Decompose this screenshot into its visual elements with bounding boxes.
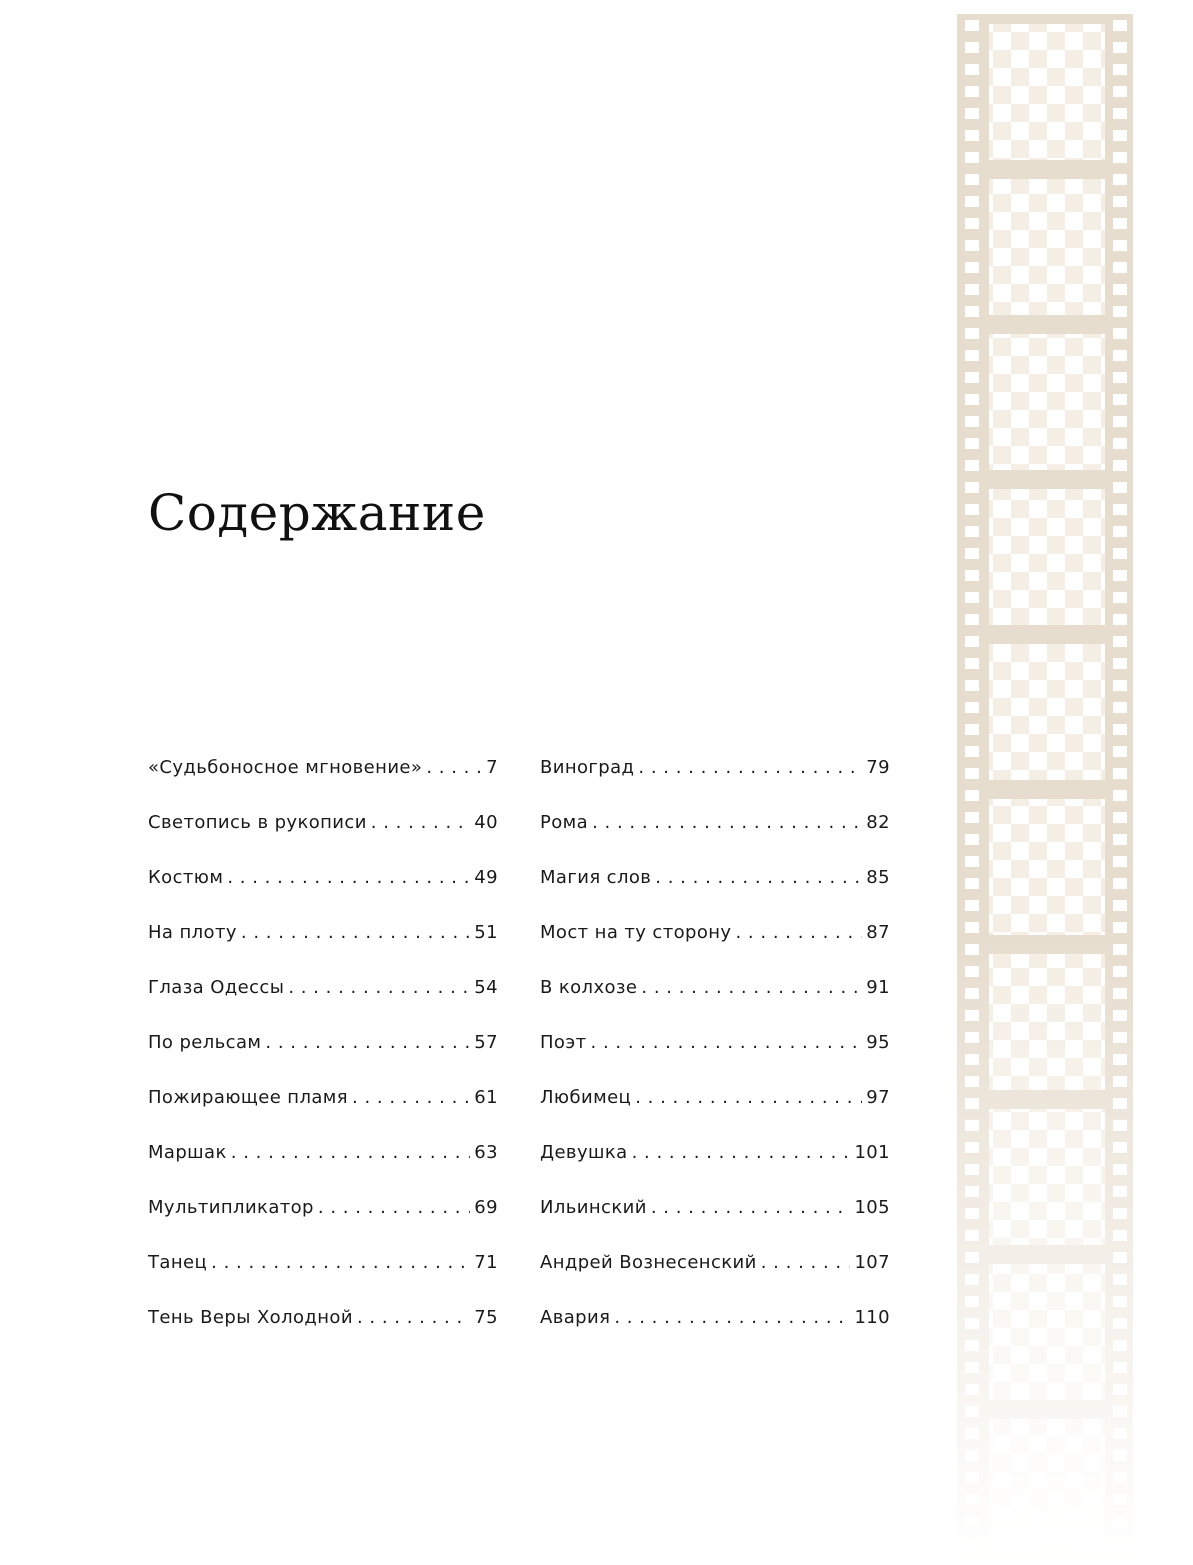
- toc-entry-page: 91: [866, 977, 890, 998]
- toc-entry[interactable]: [540, 915, 890, 970]
- film-sprocket-hole: [965, 746, 979, 757]
- film-sprocket-hole: [1113, 1406, 1127, 1417]
- film-sprocket-hole: [1113, 416, 1127, 427]
- toc-entry-title: Ильинский: [540, 1197, 647, 1218]
- film-sprocket-hole: [965, 1494, 979, 1505]
- film-sprocket-hole: [1113, 328, 1127, 339]
- film-sprocket-hole: [965, 504, 979, 515]
- film-sprocket-hole: [965, 592, 979, 603]
- toc-entry-title: Светопись в рукописи: [148, 812, 367, 833]
- toc-entry-title: Девушка: [540, 1142, 628, 1163]
- film-sprocket-hole: [1113, 1318, 1127, 1329]
- film-sprocket-hole: [1113, 1450, 1127, 1461]
- toc-entry[interactable]: [148, 805, 498, 860]
- film-sprocket-hole: [965, 196, 979, 207]
- film-sprocket-hole: [965, 790, 979, 801]
- film-sprocket-hole: [1113, 526, 1127, 537]
- film-sprocket-hole: [1113, 1120, 1127, 1131]
- film-sprocket-hole: [1113, 1252, 1127, 1263]
- toc-dot-leader: [641, 970, 862, 1006]
- film-sprocket-hole: [1113, 460, 1127, 471]
- toc-entry[interactable]: [148, 1135, 498, 1190]
- film-sprocket-hole: [965, 1406, 979, 1417]
- toc-dot-leader: [614, 1300, 850, 1336]
- film-sprocket-hole: [965, 548, 979, 559]
- film-sprocket-hole: [1113, 1340, 1127, 1351]
- film-sprocket-hole: [1113, 1384, 1127, 1395]
- film-frame-pattern: [989, 1109, 1105, 1245]
- film-sprocket-hole: [1113, 42, 1127, 53]
- film-sprocket-hole: [965, 86, 979, 97]
- film-sprocket-hole: [1113, 570, 1127, 581]
- toc-entry-page: 85: [866, 867, 890, 888]
- film-sprocket-hole: [965, 394, 979, 405]
- toc-entry-page: 40: [474, 812, 498, 833]
- film-sprocket-hole: [1113, 1516, 1127, 1527]
- film-sprocket-hole: [1113, 1164, 1127, 1175]
- film-sprocket-hole: [965, 570, 979, 581]
- film-frame-pattern: [989, 1264, 1105, 1400]
- toc-entry[interactable]: [540, 1300, 890, 1355]
- film-frame-pattern: [989, 24, 1105, 160]
- film-sprocket-hole: [965, 350, 979, 361]
- toc-entry[interactable]: [148, 860, 498, 915]
- film-sprocket-hole: [1113, 1010, 1127, 1021]
- film-sprocket-hole: [965, 372, 979, 383]
- film-sprocket-hole: [1113, 504, 1127, 515]
- film-sprocket-hole: [965, 460, 979, 471]
- film-sprocket-hole: [965, 1098, 979, 1109]
- film-sprocket-hole: [965, 416, 979, 427]
- film-sprocket-hole: [1113, 1208, 1127, 1219]
- film-sprocket-hole: [1113, 1538, 1127, 1549]
- film-sprocket-hole: [965, 702, 979, 713]
- toc-entry[interactable]: [148, 1080, 498, 1135]
- toc-entry-page: 71: [474, 1252, 498, 1273]
- film-sprocket-hole: [1113, 724, 1127, 735]
- toc-entry-title: Поэт: [540, 1032, 587, 1053]
- film-sprocket-hole: [965, 130, 979, 141]
- film-sprocket-hole: [965, 1142, 979, 1153]
- toc-column-right: [540, 750, 890, 1355]
- film-frame-pattern: [989, 954, 1105, 1090]
- film-sprocket-hole: [1113, 240, 1127, 251]
- toc-entry-title: Виноград: [540, 757, 635, 778]
- toc-column-left: [148, 750, 498, 1355]
- toc-entry-title: Рома: [540, 812, 589, 833]
- toc-entry[interactable]: [148, 1190, 498, 1245]
- film-sprocket-hole: [965, 1516, 979, 1527]
- film-sprocket-hole: [1113, 284, 1127, 295]
- film-sprocket-hole: [965, 1164, 979, 1175]
- film-sprocket-hole: [1113, 658, 1127, 669]
- toc-entry-page: 87: [866, 922, 890, 943]
- film-sprocket-hole: [965, 240, 979, 251]
- film-sprocket-hole: [1113, 812, 1127, 823]
- film-sprocket-hole: [1113, 900, 1127, 911]
- film-sprocket-hole: [965, 1472, 979, 1483]
- film-sprocket-hole: [965, 328, 979, 339]
- toc-entry[interactable]: [540, 805, 890, 860]
- toc-entry-title: Глаза Одессы: [148, 977, 285, 998]
- toc-dot-leader: [265, 1025, 470, 1061]
- film-sprocket-hole: [1113, 548, 1127, 559]
- film-sprocket-hole: [1113, 218, 1127, 229]
- film-sprocket-hole: [965, 152, 979, 163]
- film-sprocket-hole: [1113, 1098, 1127, 1109]
- film-sprocket-hole: [1113, 614, 1127, 625]
- film-sprocket-hole: [965, 636, 979, 647]
- film-sprocket-hole: [1113, 834, 1127, 845]
- film-sprocket-hole: [1113, 1230, 1127, 1241]
- toc-dot-leader: [231, 1135, 471, 1171]
- toc-entry-page: 101: [854, 1142, 890, 1163]
- film-sprocket-hole: [1113, 1054, 1127, 1065]
- film-sprocket-hole: [1113, 856, 1127, 867]
- film-sprocket-hole: [1113, 878, 1127, 889]
- toc-entry-page: 79: [866, 757, 890, 778]
- film-sprocket-hole: [1113, 944, 1127, 955]
- toc-entry-title: Тень Веры Холодной: [148, 1307, 353, 1328]
- toc-entry-title: Пожирающее пламя: [148, 1087, 349, 1108]
- film-sprocket-hole: [965, 1274, 979, 1285]
- toc-entry-page: 63: [474, 1142, 498, 1163]
- film-sprocket-hole: [965, 768, 979, 779]
- toc-dot-leader: [357, 1300, 470, 1336]
- toc-entry-title: Танец: [148, 1252, 208, 1273]
- film-sprocket-hole: [1113, 636, 1127, 647]
- toc-entry[interactable]: [540, 1025, 890, 1080]
- toc-dot-leader: [426, 750, 482, 786]
- film-sprocket-hole: [1113, 1428, 1127, 1439]
- film-sprocket-hole: [1113, 1296, 1127, 1307]
- toc-entry[interactable]: [540, 860, 890, 915]
- film-sprocket-hole: [965, 526, 979, 537]
- film-sprocket-hole: [965, 1252, 979, 1263]
- film-sprocket-hole: [965, 1054, 979, 1065]
- film-sprocket-hole: [1113, 262, 1127, 273]
- film-sprocket-hole: [965, 614, 979, 625]
- toc-entry-page: 49: [474, 867, 498, 888]
- film-frame-pattern: [989, 799, 1105, 935]
- film-sprocket-hole: [965, 658, 979, 669]
- film-sprocket-hole: [1113, 108, 1127, 119]
- film-sprocket-hole: [1113, 86, 1127, 97]
- film-sprocket-hole: [1113, 1274, 1127, 1285]
- film-sprocket-hole: [965, 1538, 979, 1549]
- film-sprocket-hole: [1113, 152, 1127, 163]
- toc-entry-title: Андрей Вознесенский: [540, 1252, 757, 1273]
- film-sprocket-hole: [965, 306, 979, 317]
- film-sprocket-hole: [965, 856, 979, 867]
- film-sprocket-hole: [965, 1010, 979, 1021]
- toc-entry-title: Мультипликатор: [148, 1197, 314, 1218]
- film-frame-pattern: [989, 489, 1105, 625]
- film-sprocket-hole: [1113, 592, 1127, 603]
- film-sprocket-hole: [965, 482, 979, 493]
- film-sprocket-hole: [965, 1208, 979, 1219]
- film-sprocket-hole: [965, 1296, 979, 1307]
- film-sprocket-hole: [1113, 438, 1127, 449]
- film-sprocket-hole: [1113, 1560, 1127, 1565]
- toc-dot-leader: [227, 860, 470, 896]
- film-sprocket-hole: [965, 966, 979, 977]
- film-sprocket-hole: [965, 218, 979, 229]
- toc-entry[interactable]: [148, 1300, 498, 1355]
- toc-entry[interactable]: [540, 750, 890, 805]
- film-frame-pattern: [989, 644, 1105, 780]
- toc-entry[interactable]: [540, 1080, 890, 1135]
- film-sprocket-hole: [1113, 790, 1127, 801]
- toc-entry-page: 7: [486, 757, 498, 778]
- toc-dot-leader: [592, 805, 862, 841]
- film-sprocket-hole: [965, 1318, 979, 1329]
- toc-entry[interactable]: [540, 1245, 890, 1300]
- film-frame-pattern: [989, 334, 1105, 470]
- film-sprocket-hole: [965, 834, 979, 845]
- toc-dot-leader: [318, 1190, 470, 1226]
- toc-entry-title: Мост на ту сторону: [540, 922, 732, 943]
- film-sprocket-hole: [1113, 350, 1127, 361]
- film-sprocket-hole: [1113, 372, 1127, 383]
- toc-dot-leader: [632, 1135, 851, 1171]
- toc-entry-page: 61: [474, 1087, 498, 1108]
- film-sprocket-hole: [1113, 1142, 1127, 1153]
- toc-entry-title: «Судьбоносное мгновение»: [148, 757, 423, 778]
- toc-entry-page: 105: [854, 1197, 890, 1218]
- toc-entry-page: 107: [854, 1252, 890, 1273]
- film-sprocket-hole: [1113, 1032, 1127, 1043]
- toc-entry-page: 69: [474, 1197, 498, 1218]
- toc-dot-leader: [761, 1245, 851, 1281]
- toc-dot-leader: [352, 1080, 470, 1116]
- toc-dot-leader: [735, 915, 862, 951]
- film-sprocket-hole: [965, 64, 979, 75]
- toc-entry-page: 95: [866, 1032, 890, 1053]
- toc-dot-leader: [651, 1190, 851, 1226]
- film-sprocket-hole: [965, 900, 979, 911]
- toc-entry[interactable]: [148, 970, 498, 1025]
- toc-entry-title: Магия слов: [540, 867, 652, 888]
- toc-entry[interactable]: [148, 750, 498, 805]
- film-sprocket-hole: [1113, 306, 1127, 317]
- toc-entry-title: По рельсам: [148, 1032, 262, 1053]
- toc-entry-title: На плоту: [148, 922, 237, 943]
- film-strip-body: [957, 14, 1133, 1565]
- page-title: Содержание: [148, 484, 486, 542]
- film-sprocket-hole: [1113, 1494, 1127, 1505]
- toc-dot-leader: [635, 1080, 862, 1116]
- toc-entry[interactable]: [540, 1190, 890, 1245]
- toc-entry-page: 110: [854, 1307, 890, 1328]
- film-sprocket-hole: [1113, 746, 1127, 757]
- film-frame-pattern: [989, 179, 1105, 315]
- film-sprocket-hole: [965, 438, 979, 449]
- film-sprocket-hole: [1113, 482, 1127, 493]
- toc-entry[interactable]: [148, 1025, 498, 1080]
- film-sprocket-hole: [965, 1186, 979, 1197]
- toc-entry-title: Костюм: [148, 867, 224, 888]
- film-sprocket-hole: [965, 922, 979, 933]
- toc-entry[interactable]: [540, 1135, 890, 1190]
- toc-entry-title: Любимец: [540, 1087, 632, 1108]
- film-frame-pattern: [989, 1419, 1105, 1555]
- toc-entry-page: 75: [474, 1307, 498, 1328]
- film-sprocket-hole: [1113, 174, 1127, 185]
- film-sprocket-hole: [965, 1340, 979, 1351]
- film-sprocket-hole: [965, 724, 979, 735]
- toc-entry[interactable]: [148, 1245, 498, 1300]
- film-sprocket-hole: [1113, 680, 1127, 691]
- film-sprocket-hole: [965, 20, 979, 31]
- toc-dot-leader: [371, 805, 470, 841]
- film-sprocket-hole: [965, 680, 979, 691]
- film-sprocket-hole: [965, 1032, 979, 1043]
- film-sprocket-hole: [1113, 1472, 1127, 1483]
- film-sprocket-hole: [1113, 130, 1127, 141]
- film-sprocket-hole: [1113, 922, 1127, 933]
- film-sprocket-hole: [965, 878, 979, 889]
- film-sprocket-hole: [965, 1120, 979, 1131]
- film-sprocket-hole: [965, 108, 979, 119]
- toc-entry-page: 51: [474, 922, 498, 943]
- toc-dot-leader: [591, 1025, 863, 1061]
- toc-dot-leader: [211, 1245, 470, 1281]
- film-sprocket-hole: [965, 284, 979, 295]
- film-sprocket-hole: [965, 174, 979, 185]
- film-sprocket-hole: [965, 1230, 979, 1241]
- toc-dot-leader: [288, 970, 470, 1006]
- toc-entry[interactable]: [148, 915, 498, 970]
- toc-dot-leader: [638, 750, 862, 786]
- toc-entry[interactable]: [540, 970, 890, 1025]
- film-sprocket-hole: [965, 1384, 979, 1395]
- film-strip-decoration: [957, 14, 1133, 1565]
- toc-entry-page: 57: [474, 1032, 498, 1053]
- film-sprocket-hole: [1113, 702, 1127, 713]
- film-sprocket-hole: [1113, 768, 1127, 779]
- toc-entry-title: Маршак: [148, 1142, 227, 1163]
- toc-entry-page: 54: [474, 977, 498, 998]
- film-sprocket-hole: [965, 812, 979, 823]
- film-sprocket-hole: [1113, 20, 1127, 31]
- film-sprocket-hole: [965, 262, 979, 273]
- film-sprocket-hole: [965, 988, 979, 999]
- toc-dot-leader: [655, 860, 862, 896]
- film-sprocket-hole: [965, 42, 979, 53]
- toc-entry-page: 82: [866, 812, 890, 833]
- film-sprocket-hole: [1113, 966, 1127, 977]
- film-sprocket-hole: [965, 1362, 979, 1373]
- film-sprocket-hole: [965, 1428, 979, 1439]
- film-sprocket-hole: [1113, 1076, 1127, 1087]
- film-sprocket-hole: [965, 1450, 979, 1461]
- film-sprocket-hole: [1113, 196, 1127, 207]
- film-sprocket-hole: [1113, 1362, 1127, 1373]
- film-sprocket-hole: [1113, 1186, 1127, 1197]
- toc-dot-leader: [241, 915, 470, 951]
- film-sprocket-hole: [965, 1560, 979, 1565]
- toc-entry-title: В колхозе: [540, 977, 638, 998]
- film-sprocket-hole: [965, 1076, 979, 1087]
- toc-entry-page: 97: [866, 1087, 890, 1108]
- toc-entry-title: Авария: [540, 1307, 611, 1328]
- film-sprocket-hole: [1113, 988, 1127, 999]
- film-sprocket-hole: [1113, 394, 1127, 405]
- film-sprocket-hole: [1113, 64, 1127, 75]
- film-sprocket-hole: [965, 944, 979, 955]
